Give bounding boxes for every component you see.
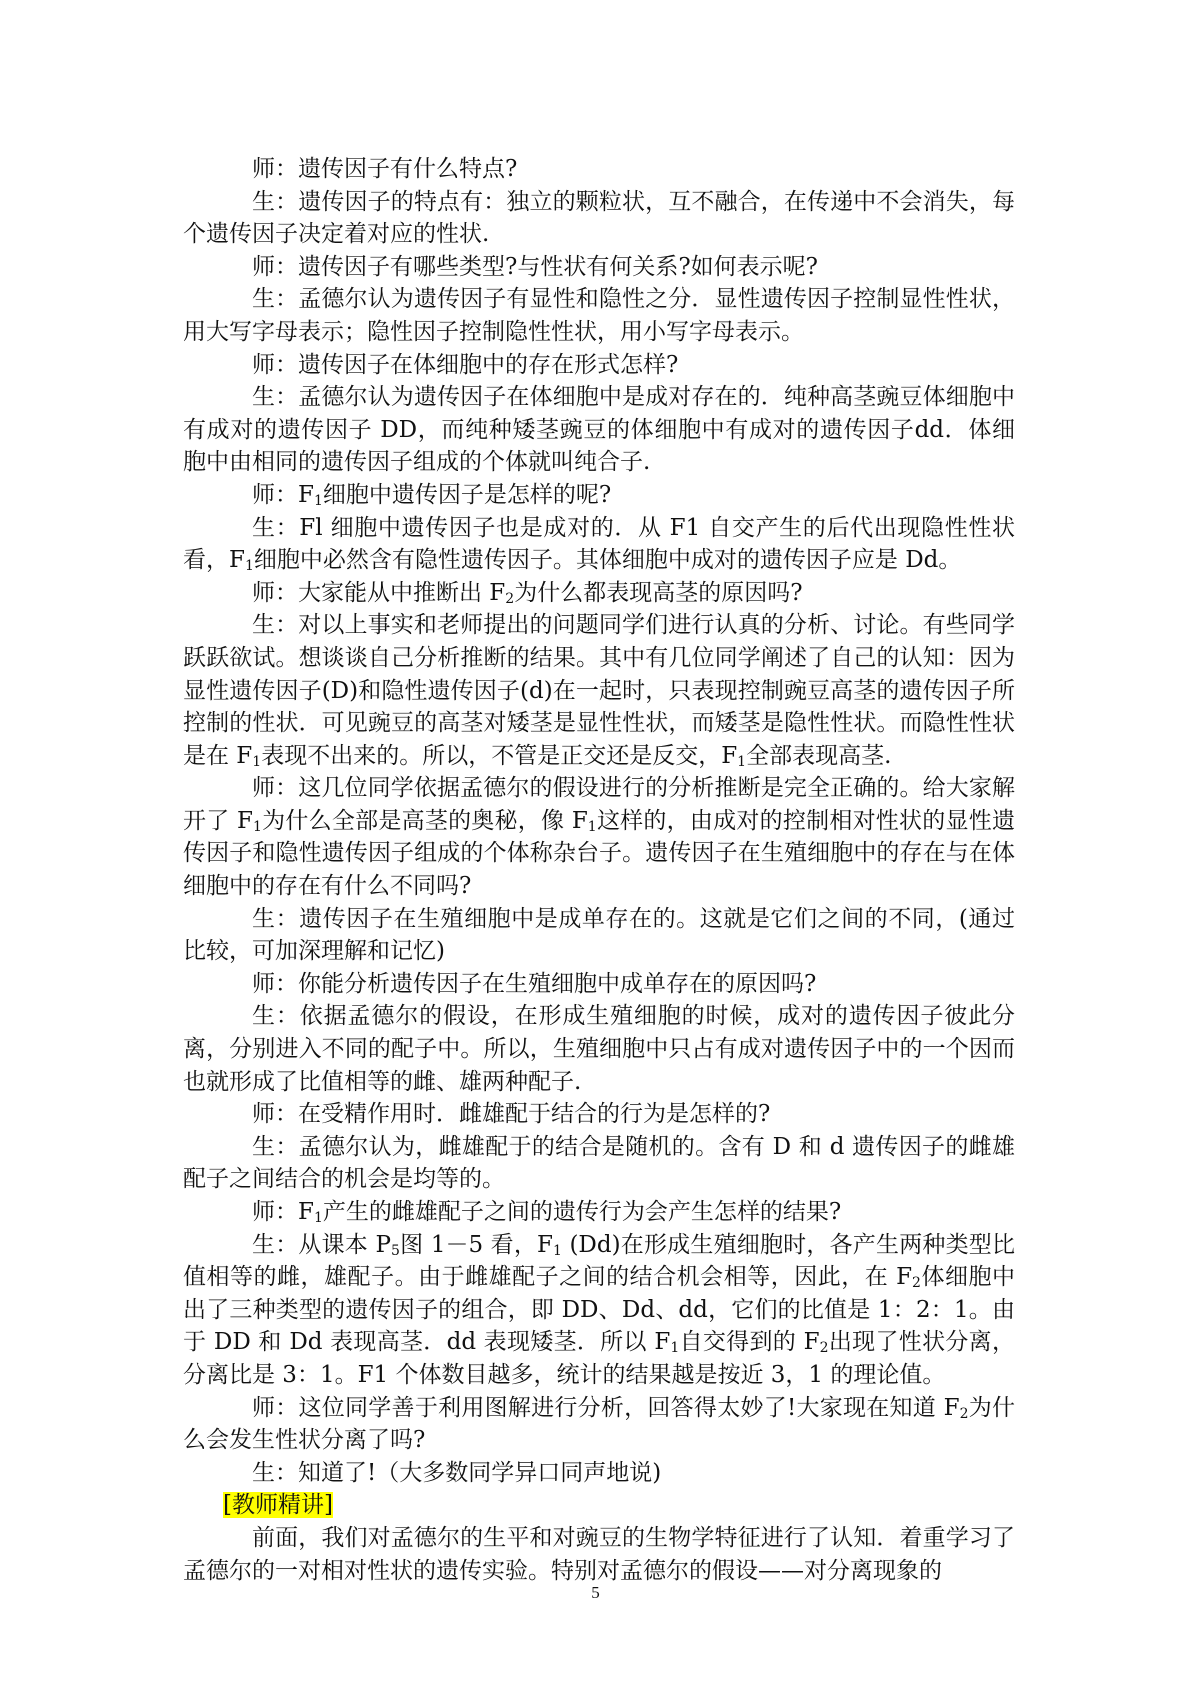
subscript: 2 (505, 590, 515, 607)
paragraph-text: (Dd)在形成生殖细胞时，各产生两种类型比值相等的雌，雄配子。由于雌雄配子之间的结合机会相等，因此，在 F (183, 1231, 1016, 1291)
subscript: 2 (819, 1340, 829, 1357)
dialogue-paragraph (183, 609, 1015, 772)
paragraph-text: 生：依据孟德尔的假设，在形成生殖细胞的时候，成对的遗传因子彼此分离，分别进入不同的配子中。所以，生殖细胞中只占有成对遗传因子中的一个因而也就形成了比值相等的雌、雄两种配子. (183, 1003, 1015, 1095)
dialogue-paragraph (183, 968, 1015, 1001)
paragraph-text: 师：大家能从中推断出 F (252, 579, 506, 606)
paragraph-text: 生：孟德尔认为遗传因子有显性和隐性之分．显性遗传因子控制显性性状，用大写字母表示；隐性因子控制隐性性状，用小写字母表示。 (183, 286, 1015, 345)
dialogue-paragraph (183, 349, 1015, 382)
paragraph-text: 生：知道了!（大多数同学异口同声地说) (252, 1459, 662, 1486)
paragraph-text: 师：遗传因子有哪些类型?与性状有何关系?如何表示呢? (252, 253, 818, 280)
paragraph-text: 为什么全部是高茎的奥秘，像 F (261, 807, 588, 834)
dialogue-paragraph (183, 577, 1015, 610)
dialogue-paragraph (183, 1131, 1015, 1196)
dialogue-paragraph (183, 153, 1015, 186)
paragraph-text: 全部表现高茎. (746, 742, 892, 769)
paragraph-text: 师：遗传因子在体细胞中的存在形式怎样? (252, 351, 679, 378)
page-number: 5 (591, 1583, 600, 1602)
subscript: 1 (313, 492, 323, 509)
paragraph-text: 细胞中必然含有隐性遗传因子。其体细胞中成对的遗传因子应是 Dd。 (253, 547, 962, 574)
subscript: 1 (253, 818, 262, 835)
subscript: 1 (670, 1340, 680, 1357)
dialogue-paragraphs (183, 153, 1015, 1489)
subscript: 1 (587, 818, 597, 835)
dialogue-paragraph (183, 381, 1015, 479)
paragraph-text: 细胞中遗传因子是怎样的呢? (322, 481, 612, 508)
paragraph-text: 为什么会发生性状分离了吗? (183, 1394, 1016, 1454)
subscript: 2 (912, 1275, 921, 1292)
closing-paragraph: 前面，我们对孟德尔的生平和对豌豆的生物学特征进行了认知．着重学习了孟德尔的一对相对性状的遗传实验。特别对孟德尔的假设——对分离现象的 (183, 1524, 1015, 1584)
subscript: 1 (553, 1242, 562, 1259)
paragraph-text: 生：对以上事实和老师提出的问题同学们进行认真的分析、讨论。有些同学跃跃欲试。想谈谈自己分析推断的结果。其中有几位同学阐述了自己的认知：因为显性遗传因子(D)和隐性遗传因子(d)在一起时，只表现控制豌豆高茎的遗传因子所控制的性状．可见豌豆的高茎对矮茎是显性性状，而矮茎是隐性性状。而隐性性状是在 F (183, 612, 1015, 769)
subscript: 1 (252, 753, 262, 770)
section-heading (183, 1489, 1015, 1522)
subscript: 5 (391, 1242, 400, 1259)
paragraph-text: 师：遗传因子有什么特点? (252, 156, 518, 182)
dialogue-paragraph (183, 1457, 1015, 1490)
paragraph-text: 出现了性状分离，分离比是 3：1。F1 个体数目越多，统计的结果越是按近 3，1 的理论值。 (183, 1329, 1015, 1388)
subscript: 1 (244, 558, 254, 575)
subscript: 1 (313, 1210, 323, 1226)
dialogue-paragraph (183, 1098, 1015, 1131)
paragraph-text: 师：F (252, 481, 314, 508)
paragraph-text: 产生的雌雄配子之间的遗传行为会产生怎样的结果? (322, 1199, 842, 1225)
paragraph-text: 生：遗传因子的特点有：独立的颗粒状，互不融合，在传递中不会消失，每个遗传因子决定着对应的性状. (183, 188, 1015, 248)
dialogue-paragraph (183, 1229, 1015, 1392)
paragraph-text: 生：从课本 P (252, 1231, 392, 1258)
paragraph-text: 图 1－5 看，F (399, 1231, 554, 1258)
paragraph-text: 师：这位同学善于利用图解进行分析，回答得太妙了!大家现在知道 F (252, 1394, 960, 1421)
paragraph-text: 生：孟德尔认为，雌雄配于的结合是随机的。含有 D 和 d 遗传因子的雌雄配子之间结合的机会是均等的。 (183, 1133, 1015, 1193)
paragraph-text: 这样的，由成对的控制相对性状的显性遗传因子和隐性遗传因子组成的个体称杂台子。遗传因子在生殖细胞中的存在与在体细胞中的存在有什么不同吗? (183, 807, 1016, 900)
dialogue-paragraph (183, 1392, 1015, 1457)
subscript: 1 (737, 753, 747, 770)
paragraph-text: 为什么都表现高茎的原因吗? (514, 579, 803, 606)
paragraph-text: 体细胞中出了三种类型的遗传因子的组合，即 DD、Dd、dd，它们的比值是 1：2：1。由于 DD 和 Dd 表现高茎．dd 表现矮茎．所以 F (183, 1264, 1016, 1356)
dialogue-paragraph (183, 903, 1015, 968)
paragraph-text: 师：F (252, 1199, 314, 1225)
dialogue-paragraph (183, 512, 1015, 577)
paragraph-text: 师：在受精作用时．雌雄配于结合的行为是怎样的? (252, 1101, 771, 1128)
paragraph-text: 表现不出来的。所以，不管是正交还是反交，F (261, 742, 738, 769)
dialogue-paragraph (183, 186, 1015, 251)
subscript: 2 (959, 1405, 969, 1422)
dialogue-paragraph (183, 772, 1015, 902)
paragraph-text: 生：孟德尔认为遗传因子在体细胞中是成对存在的．纯种高茎豌豆体细胞中有成对的遗传因子 DD，而纯种矮茎豌豆的体细胞中有成对的遗传因子dd．体细胞中由相同的遗传因子组成的个体就叫纯合子. (183, 384, 1015, 476)
page-body (183, 153, 1015, 1587)
paragraph-text: 师：你能分析遗传因子在生殖细胞中成单存在的原因吗? (252, 970, 817, 997)
paragraph-text: 生：遗传因子在生殖细胞中是成单存在的。这就是它们之间的不同，(通过比较，可加深理解和记忆) (183, 905, 1015, 965)
dialogue-paragraph (183, 283, 1015, 348)
paragraph-text: 自交得到的 F (679, 1329, 820, 1356)
dialogue-paragraph (183, 251, 1015, 284)
highlighted-heading-text: [教师精讲] (223, 1492, 333, 1519)
paragraph-text: 生：Fl 细胞中遗传因子也是成对的．从 F1 自交产生的后代出现隐性性状看，F (183, 514, 1015, 574)
dialogue-paragraph (183, 479, 1015, 512)
dialogue-paragraph (183, 1196, 1015, 1229)
dialogue-paragraph (183, 1000, 1015, 1098)
paragraph-text: 师：这几位同学依据孟德尔的假设进行的分析推断是完全正确的。给大家解开了 F (183, 775, 1015, 834)
